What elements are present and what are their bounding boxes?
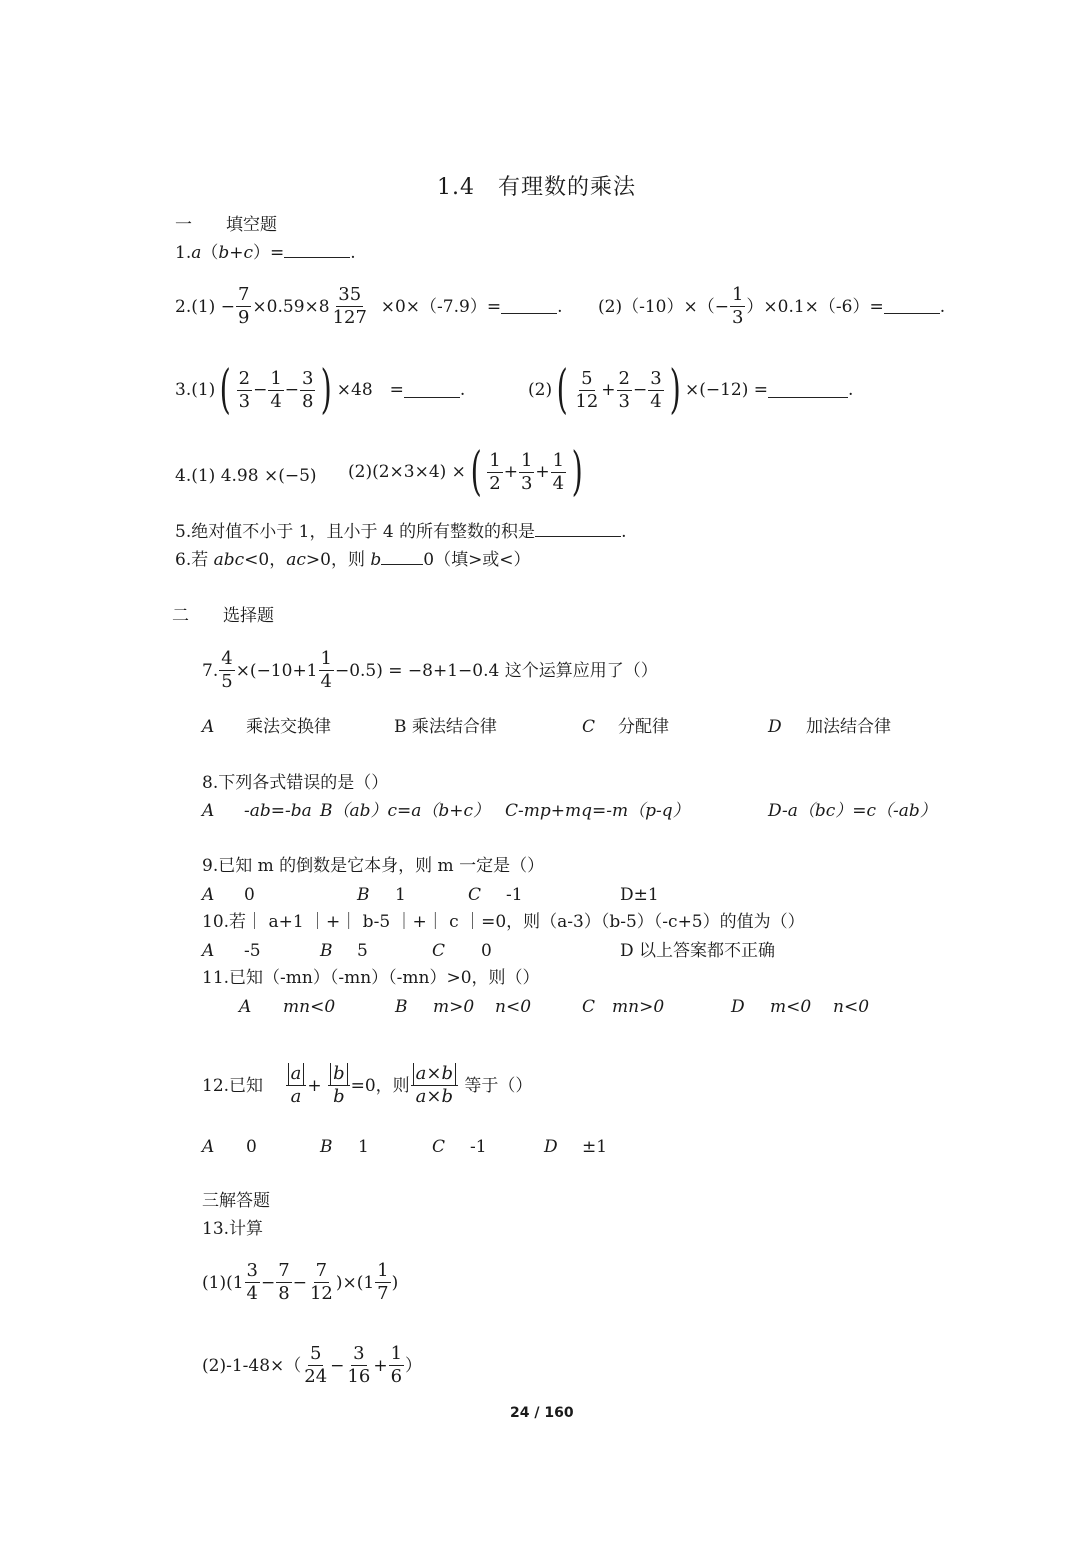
question-1: 1.a（b+c）= . [175, 243, 356, 263]
option: C-mp+mq=-m（p-q） [505, 801, 690, 821]
option: -ab=-ba [244, 801, 312, 821]
option: 1 [395, 885, 406, 905]
option: A [202, 1137, 215, 1157]
option: A [202, 717, 215, 737]
question-2-part-2: (2)（-10）×（− $\frac{1}{3}$ ）×0.1×（-6）= . [598, 284, 946, 328]
option: B [320, 941, 333, 961]
option: A [202, 941, 215, 961]
option: -5 [244, 941, 261, 961]
option: A [202, 801, 215, 821]
section-heading: 三解答题 [202, 1191, 270, 1211]
option: B [320, 1137, 333, 1157]
option: D [544, 1137, 558, 1157]
option: D 以上答案都不正确 [620, 941, 776, 961]
question-4-part-1: 4.(1) 4.98 ×(−5) [175, 466, 317, 486]
question-9: 9.已知 m 的倒数是它本身，则 m 一定是（） [202, 856, 545, 876]
question-5: 5.绝对值不小于 1，且小于 4 的所有整数的积是 . [175, 522, 627, 542]
question-4-part-2: (2)(2×3×4) × ( $\frac{1}{2}$ + $\frac{1}{3}$ + $\frac{1}{4}$ ) [348, 442, 583, 502]
option: m<0 [770, 997, 812, 1017]
option: C [432, 1137, 446, 1157]
section-heading: 二 选择题 [172, 606, 274, 626]
option: 加法结合律 [806, 717, 891, 737]
question-6: 6.若 abc<0，ac>0，则 b 0（填>或<） [175, 550, 531, 570]
option: n<0 [495, 997, 532, 1017]
option: A [202, 885, 215, 905]
question-13: 13.计算 [202, 1219, 264, 1239]
option: 5 [357, 941, 368, 961]
question-13-part-1: (1)(1 $\frac{3}{4}$ − $\frac{7}{8}$ − $\frac{7}{12}$ )×(1 $\frac{1}{7}$ ) [202, 1260, 399, 1304]
question-7: 7. $\frac{4}{5}$ ×(−10+1 $\frac{1}{4}$ −0.5) = −8+1−0.4 这个运算应用了（） [202, 648, 658, 692]
option: 乘法交换律 [246, 717, 331, 737]
page-title: 1.4 有理数的乘法 [437, 175, 636, 200]
question-3-part-2: (2) ( $\frac{5}{12}$ + $\frac{2}{3}$ − $\frac{3}{4}$ ) ×(−12) = . [528, 360, 854, 420]
option: B [395, 997, 408, 1017]
question-3-part-1: 3.(1) ( $\frac{2}{3}$ − $\frac{1}{4}$ − $\frac{3}{8}$ ) ×48 = . [175, 360, 466, 420]
option: -1 [506, 885, 523, 905]
option: D [731, 997, 745, 1017]
page-number: 24 / 160 [510, 1405, 574, 1421]
option: B（ab）c=a（b+c） [320, 801, 491, 821]
option: C [432, 941, 446, 961]
option: D [768, 717, 782, 737]
option: 0 [481, 941, 492, 961]
option: D±1 [620, 885, 659, 905]
option: -1 [470, 1137, 487, 1157]
question-10: 10.若｜ a+1 ｜+｜ b-5 ｜+｜ c ｜=0，则（a-3）（b-5）（-c+5）的值为（） [202, 912, 805, 932]
option: mn>0 [612, 997, 665, 1017]
option: n<0 [833, 997, 870, 1017]
option: 1 [358, 1137, 369, 1157]
option: 分配律 [618, 717, 669, 737]
option: C [468, 885, 482, 905]
option: C [582, 997, 596, 1017]
option: m>0 [433, 997, 475, 1017]
section-heading: 一 填空题 [175, 215, 277, 235]
question-12: 12.已知 $\frac{a}{a}$ + $\frac{b}{b}$ =0，则 $\frac{a\times b}{a\times b}$ 等于（） [202, 1063, 533, 1107]
option: A [239, 997, 252, 1017]
option: B [357, 885, 370, 905]
option: D-a（bc）=c（-ab） [768, 801, 937, 821]
option: ±1 [582, 1137, 608, 1157]
option: B 乘法结合律 [394, 717, 497, 737]
option: C [582, 717, 596, 737]
question-8: 8.下列各式错误的是（） [202, 773, 389, 793]
question-13-part-2: (2)-1-48×（ $\frac{5}{24}$ − $\frac{3}{16}$ + $\frac{1}{6}$ ） [202, 1343, 423, 1387]
option: 0 [246, 1137, 257, 1157]
option: mn<0 [283, 997, 336, 1017]
question-2-part-1: 2.(1) − $\frac{7}{9}$ ×0.59×8 $\frac{35}{127}$ ×0×（-7.9）= . [175, 284, 563, 328]
question-11: 11.已知（-mn）（-mn）（-mn）>0，则（） [202, 968, 540, 988]
option: 0 [244, 885, 255, 905]
